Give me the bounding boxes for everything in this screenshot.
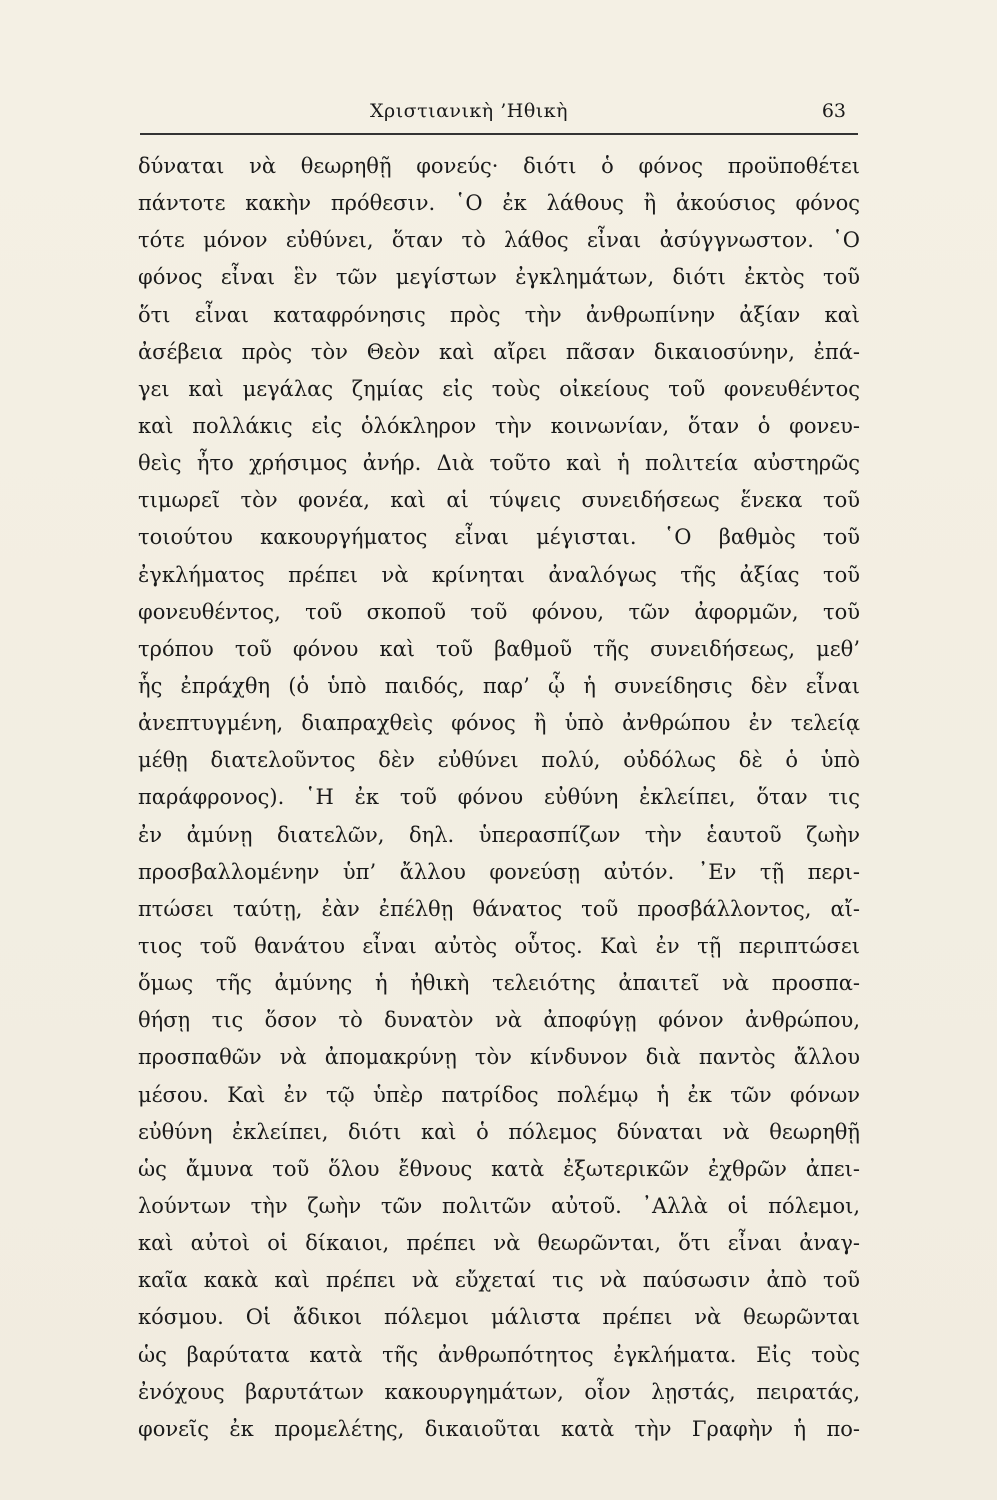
text-line: εὐθύνη ἐκλείπει, διότι καὶ ὁ πόλεμος δύναται νὰ θεωρηθῇ <box>138 1119 860 1144</box>
text-line: ἧς ἐπράχθη (ὁ ὑπὸ παιδός, παρ’ ᾧ ἡ συνείδησις δὲν εἶναι <box>138 673 860 698</box>
text-line: φονευθέντος, τοῦ σκοποῦ τοῦ φόνου, τῶν ἀφορμῶν, τοῦ <box>138 599 860 624</box>
text-line: τότε μόνον εὐθύνει, ὅταν τὸ λάθος εἶναι ἀσύγγνωστον. ῾Ο <box>138 228 860 253</box>
text-line: πτώσει ταύτῃ, ἐὰν ἐπέλθῃ θάνατος τοῦ προσβάλλοντος, αἴ- <box>138 896 860 921</box>
text-line: τρόπου τοῦ φόνου καὶ τοῦ βαθμοῦ τῆς συνειδήσεως, μεθ’ <box>138 636 860 661</box>
text-line: ἐν ἀμύνῃ διατελῶν, δηλ. ὑπερασπίζων τὴν ἑαυτοῦ ζωὴν <box>138 822 860 847</box>
text-line: τοιούτου κακουργήματος εἶναι μέγισται. ῾Ο βαθμὸς τοῦ <box>138 525 860 550</box>
text-line: λούντων τὴν ζωὴν τῶν πολιτῶν αὐτοῦ. ᾿Αλλὰ οἱ πόλεμοι, <box>138 1193 860 1218</box>
page-number: 63 <box>821 100 846 122</box>
page-header <box>140 100 858 134</box>
text-line: καὶ αὐτοὶ οἱ δίκαιοι, πρέπει νὰ θεωρῶνται, ὅτι εἶναι ἀναγ- <box>138 1231 860 1256</box>
text-line: ἀσέβεια πρὸς τὸν Θεὸν καὶ αἴρει πᾶσαν δικαιοσύνην, ἐπά- <box>138 339 860 364</box>
text-line: δύναται νὰ θεωρηθῇ φονεύς· διότι ὁ φόνος προϋποθέτει <box>138 154 860 178</box>
text-line: πάντοτε κακὴν πρόθεσιν. ῾Ο ἐκ λάθους ἢ ἀκούσιος φόνος <box>138 191 860 216</box>
text-line: καὶ πολλάκις εἰς ὁλόκληρον τὴν κοινωνίαν, ὅταν ὁ φονευ- <box>138 413 860 438</box>
text-line: φόνος εἶναι ἓν τῶν μεγίστων ἐγκλημάτων, διότι ἐκτὸς τοῦ <box>138 265 860 290</box>
running-title: Χριστιανικὴ ’Ηθικὴ <box>370 100 568 122</box>
text-line: ὅμως τῆς ἀμύνης ἡ ἠθικὴ τελειότης ἀπαιτεῖ νὰ προσπα- <box>138 971 860 996</box>
text-line: κόσμου. Οἱ ἄδικοι πόλεμοι μάλιστα πρέπει νὰ θεωρῶνται <box>138 1305 860 1330</box>
text-line: προσβαλλομένην ὑπ’ ἄλλου φονεύσῃ αὐτόν. ᾿Εν τῇ περι- <box>138 859 860 884</box>
text-line: ἀνεπτυγμένη, διαπραχθεὶς φόνος ἢ ὑπὸ ἀνθρώπου ἐν τελείᾳ <box>138 711 860 736</box>
text-line: ἐνόχους βαρυτάτων κακουργημάτων, οἷον λῃστάς, πειρατάς, <box>138 1379 860 1404</box>
text-line: ὡς ἄμυνα τοῦ ὅλου ἔθνους κατὰ ἐξωτερικῶν ἐχθρῶν ἀπει- <box>138 1156 860 1181</box>
text-line: ὡς βαρύτατα κατὰ τῆς ἀνθρωπότητος ἐγκλήματα. Εἰς τοὺς <box>138 1342 860 1367</box>
text-line: θεὶς ἦτο χρήσιμος ἀνήρ. Διὰ τοῦτο καὶ ἡ πολιτεία αὐστηρῶς <box>138 451 860 476</box>
text-line: προσπαθῶν νὰ ἀπομακρύνῃ τὸν κίνδυνον διὰ παντὸς ἄλλου <box>138 1045 860 1070</box>
text-line: τιμωρεῖ τὸν φονέα, καὶ αἱ τύψεις συνειδήσεως ἕνεκα τοῦ <box>138 488 860 513</box>
text-line: γει καὶ μεγάλας ζημίας εἰς τοὺς οἰκείους τοῦ φονευθέντος <box>138 376 860 401</box>
text-line: θήσῃ τις ὅσον τὸ δυνατὸν νὰ ἀποφύγῃ φόνον ἀνθρώπου, <box>138 1008 860 1033</box>
text-line: μέσου. Καὶ ἐν τῷ ὑπὲρ πατρίδος πολέμῳ ἡ ἐκ τῶν φόνων <box>138 1082 860 1107</box>
body-text <box>138 148 860 1448</box>
header-rule <box>140 133 858 135</box>
text-line: τιος τοῦ θανάτου εἶναι αὐτὸς οὗτος. Καὶ ἐν τῇ περιπτώσει <box>138 933 860 958</box>
text-line: παράφρονος). ῾Η ἐκ τοῦ φόνου εὐθύνη ἐκλείπει, ὅταν τις <box>138 785 860 810</box>
text-line: καῖα κακὰ καὶ πρέπει νὰ εὔχεταί τις νὰ παύσωσιν ἀπὸ τοῦ <box>138 1268 860 1293</box>
text-line: φονεῖς ἐκ προμελέτης, δικαιοῦται κατὰ τὴν Γραφὴν ἡ πο- <box>138 1416 860 1441</box>
text-line: ὅτι εἶναι καταφρόνησις πρὸς τὴν ἀνθρωπίνην ἀξίαν καὶ <box>138 302 860 327</box>
text-line: ἐγκλήματος πρέπει νὰ κρίνηται ἀναλόγως τῆς ἀξίας τοῦ <box>138 562 860 587</box>
text-line: μέθῃ διατελοῦντος δὲν εὐθύνει πολύ, οὐδόλως δὲ ὁ ὑπὸ <box>138 748 860 773</box>
